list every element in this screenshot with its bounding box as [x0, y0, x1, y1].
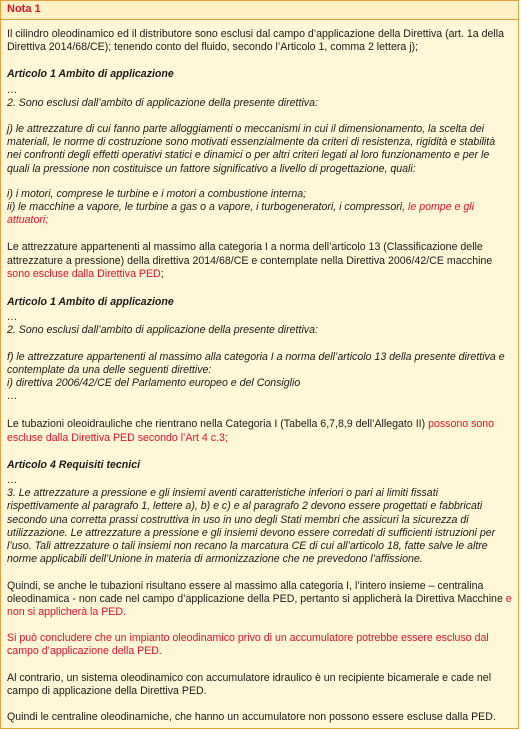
ellipsis-4: …	[7, 474, 18, 487]
category-i-paragraph	[7, 241, 512, 281]
article-1-clause-2: 2. Sono esclusi dall’ambito di applicazione della presente direttiva:	[7, 96, 318, 109]
red-conclusion-paragraph: Si può concludere che un impianto oleodinamico privo di un accumulatore potrebbe essere escluso dal campo d’applicazione della PED.	[7, 632, 489, 658]
pipes-paragraph	[7, 418, 512, 444]
article-1-letter-j: j) le attrezzature di cui fanno parte alloggiamenti o meccanismi in cui il dimensionamento, la scelta dei materiali, le norme di costruzione sono motivati essenzialmente da criteri di resistenza, rigidità e stabilità nei confronti degli effetti operativi statici e dinamici o per altri criteri legati al loro funzionamento e per le quali la pressione non costituisce un fattore significativo a livello di progettazione, quali:	[7, 123, 496, 175]
list-item-ii-highlight: le pompe e gli attuatori;	[7, 201, 474, 227]
article-4-clause-3: 3. Le attrezzature a pressione e gli insiemi aventi caratteristiche inferiori o pari ai limiti fissati rispettivamente al paragrafo 1, lettere a), b) e c) e al paragrafo 2 devono essere progettati e fabbricati secondo una corretta prassi costruttiva in uso in uno degli Stati membri che assicuri la sicurezza di utilizzazione. Le attrezzature a pressione e gli insiemi devono essere corredati di sufficienti istruzioni per l’uso. Tali attrezzature o tali insiemi non recano la marcatura CE di cui all’articolo 18, fatte salve le altre norme applicabili dell’Unione in materia di armonizzazione che ne prevedono l’affissione.	[7, 487, 496, 566]
conclusion-paragraph	[7, 580, 512, 620]
directive-reference: i) direttiva 2006/42/CE del Parlamento europeo e del Consiglio	[7, 377, 301, 390]
article-1-heading-2: Articolo 1 Ambito di applicazione	[7, 296, 174, 309]
pipes-text: Le tubazioni oleoidrauliche che rientrano nella Categoria I (Tabella 6,7,8,9 dell’Allegato II)	[7, 418, 426, 431]
accumulator-paragraph: Al contrario, un sistema oleodinamico con accumulatore idraulico è un recipiente bicamerale e cade nel campo di applicazione della Direttiva PED.	[7, 671, 492, 697]
list-item-ii-text: ii) le macchine a vapore, le turbine a gas o a vapore, i turbogeneratori, i compressori,	[7, 201, 406, 214]
intro-paragraph: Il cilindro oleodinamico ed il distributore sono esclusi dal campo d’applicazione della Direttiva (art. 1a della Direttiva 2014/68/CE); tenendo conto del fluido, secondo l’Articolo 1, comma 2 lettera j);	[7, 28, 504, 54]
conclusion-highlight: e non si applicherà la PED.	[7, 592, 512, 618]
list-item-i: i) i motori, comprese le turbine e i motori a combustione interna;	[7, 187, 307, 200]
ellipsis: …	[7, 83, 18, 96]
article-1-clause-2-repeat: 2. Sono esclusi dall’ambito di applicazione della presente direttiva:	[7, 324, 318, 337]
category-i-text: Le attrezzature appartenenti al massimo alla categoria I a norma dell’articolo 13 (Classificazione delle attrezzature a pressione) della direttiva 2014/68/CE e contemplate nella Direttiva 2006/42/CE macchine	[7, 241, 493, 267]
ellipsis-3: …	[7, 390, 18, 403]
ellipsis-2: …	[7, 311, 18, 324]
note-content	[7, 28, 512, 724]
conclusion-text: Quindi, se anche le tubazioni risultano essere al massimo alla categoria I, l’intero insieme – centralina oleodinamica - non cade nel campo d’applicazione della PED, pertanto si applicherà la Direttiva Macchine	[7, 579, 503, 605]
article-1-heading: Articolo 1 Ambito di applicazione	[7, 68, 174, 81]
final-paragraph: Quindi le centraline oleodinamiche, che hanno un accumulatore non possono essere escluse dalla PED.	[7, 710, 496, 723]
article-1-letter-f: f) le attrezzature appartenenti al massimo alla categoria I a norma dell’articolo 13 della presente direttiva e contemplate da una delle seguenti direttive:	[7, 350, 505, 376]
note-header	[1, 1, 518, 20]
article-4-heading: Articolo 4 Requisiti tecnici	[7, 458, 141, 471]
note-title: Nota 1	[7, 3, 41, 15]
pipes-highlight: possono sono escluse dalla Direttiva PED secondo l’Art 4 c.3;	[7, 418, 495, 444]
category-i-end: ;	[160, 267, 164, 280]
category-i-highlight: sono escluse dalla Direttiva PED	[7, 267, 161, 280]
list-item-ii	[7, 201, 512, 227]
